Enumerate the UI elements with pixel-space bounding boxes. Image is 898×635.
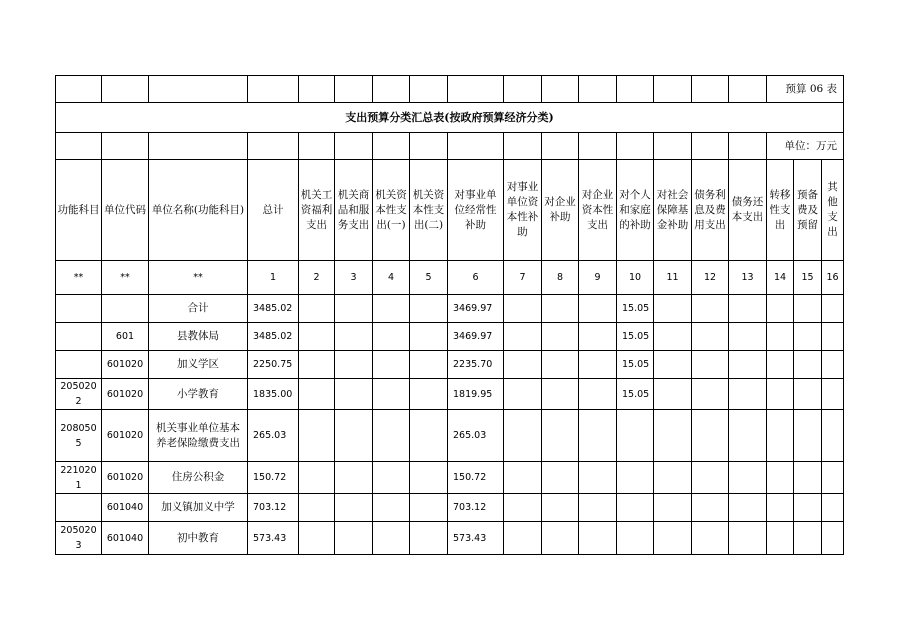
table-row — [56, 295, 844, 323]
table-cell — [410, 410, 448, 462]
index-cell: ** — [102, 261, 149, 295]
table-cell — [579, 494, 617, 522]
table-cell — [692, 410, 729, 462]
table-cell — [822, 494, 844, 522]
table-cell — [692, 494, 729, 522]
table-cell — [822, 323, 844, 351]
table-cell — [373, 410, 410, 462]
table-cell — [299, 462, 335, 494]
table-cell — [299, 522, 335, 555]
unit-code-cell: 601040 — [102, 494, 149, 522]
table-cell — [767, 494, 794, 522]
table-cell — [729, 323, 767, 351]
household-subsidy-cell: 15.05 — [617, 295, 654, 323]
table-cell — [822, 351, 844, 379]
table-cell — [822, 379, 844, 410]
table-cell — [373, 295, 410, 323]
household-subsidy-cell — [617, 462, 654, 494]
table-cell — [373, 379, 410, 410]
institution-subsidy-cell: 3469.97 — [448, 295, 504, 323]
table-cell — [504, 351, 542, 379]
table-cell — [654, 351, 692, 379]
table-cell — [579, 351, 617, 379]
table-cell — [299, 494, 335, 522]
table-cell — [504, 462, 542, 494]
table-cell — [579, 462, 617, 494]
index-cell: 12 — [692, 261, 729, 295]
function-code-cell — [56, 295, 102, 323]
table-row — [56, 323, 844, 351]
table-cell — [767, 351, 794, 379]
table-cell — [335, 410, 373, 462]
table-row — [56, 462, 844, 494]
unit-label: 单位：万元 — [767, 133, 844, 160]
header-cell: 对企业补助 — [542, 160, 579, 261]
index-cell: 5 — [410, 261, 448, 295]
household-subsidy-cell: 15.05 — [617, 351, 654, 379]
function-code-cell — [56, 351, 102, 379]
header-cell: 对个人和家庭的补助 — [617, 160, 654, 261]
index-cell: 10 — [617, 261, 654, 295]
index-cell: 6 — [448, 261, 504, 295]
table-cell — [794, 351, 822, 379]
table-cell — [410, 379, 448, 410]
unit-code-cell: 601020 — [102, 410, 149, 462]
index-cell: 1 — [248, 261, 299, 295]
table-cell — [794, 379, 822, 410]
table-cell — [692, 351, 729, 379]
table-cell — [692, 522, 729, 555]
unit-name-cell: 住房公积金 — [149, 462, 248, 494]
table-row — [56, 351, 844, 379]
table-cell — [654, 410, 692, 462]
index-row — [56, 261, 844, 295]
table-cell — [729, 295, 767, 323]
household-subsidy-cell — [617, 410, 654, 462]
budget-summary-table — [55, 75, 844, 555]
table-number-row — [56, 76, 844, 103]
table-cell — [654, 379, 692, 410]
index-cell: 4 — [373, 261, 410, 295]
table-cell — [335, 494, 373, 522]
table-cell — [767, 323, 794, 351]
table-cell — [794, 522, 822, 555]
total-cell: 3485.02 — [248, 295, 299, 323]
table-cell — [692, 295, 729, 323]
table-title: 支出预算分类汇总表(按政府预算经济分类) — [56, 103, 844, 133]
table-cell — [410, 295, 448, 323]
table-cell — [767, 522, 794, 555]
table-cell — [654, 494, 692, 522]
table-cell — [729, 379, 767, 410]
table-cell — [504, 323, 542, 351]
title-row — [56, 103, 844, 133]
function-code-cell: 2080505 — [56, 410, 102, 462]
unit-name-cell: 合计 — [149, 295, 248, 323]
index-cell: 8 — [542, 261, 579, 295]
table-cell — [654, 323, 692, 351]
header-cell: 对事业单位资本性补助 — [504, 160, 542, 261]
header-cell: 对事业单位经常性补助 — [448, 160, 504, 261]
unit-code-cell: 601 — [102, 323, 149, 351]
table-number: 预算 06 表 — [767, 76, 844, 103]
header-cell: 对社会保障基金补助 — [654, 160, 692, 261]
table-cell — [692, 379, 729, 410]
household-subsidy-cell — [617, 522, 654, 555]
function-code-cell — [56, 494, 102, 522]
table-cell — [654, 462, 692, 494]
table-cell — [729, 494, 767, 522]
unit-code-cell: 601040 — [102, 522, 149, 555]
table-cell — [410, 462, 448, 494]
index-cell: 14 — [767, 261, 794, 295]
function-code-cell: 2050202 — [56, 379, 102, 410]
table-cell — [410, 522, 448, 555]
institution-subsidy-cell: 573.43 — [448, 522, 504, 555]
table-cell — [794, 410, 822, 462]
header-cell: 其他支出 — [822, 160, 844, 261]
table-cell — [542, 323, 579, 351]
table-cell — [335, 462, 373, 494]
index-cell: ** — [149, 261, 248, 295]
table-cell — [373, 522, 410, 555]
household-subsidy-cell: 15.05 — [617, 323, 654, 351]
function-code-cell: 2210201 — [56, 462, 102, 494]
header-cell: 机关商品和服务支出 — [335, 160, 373, 261]
table-row — [56, 410, 844, 462]
unit-code-cell — [102, 295, 149, 323]
table-cell — [542, 494, 579, 522]
index-cell: 9 — [579, 261, 617, 295]
table-cell — [822, 410, 844, 462]
unit-name-cell: 小学教育 — [149, 379, 248, 410]
table-cell — [299, 323, 335, 351]
total-cell: 573.43 — [248, 522, 299, 555]
header-cell: 债务利息及费用支出 — [692, 160, 729, 261]
index-cell: 3 — [335, 261, 373, 295]
table-cell — [692, 323, 729, 351]
table-cell — [504, 295, 542, 323]
household-subsidy-cell: 15.05 — [617, 379, 654, 410]
table-cell — [767, 379, 794, 410]
table-row — [56, 379, 844, 410]
index-cell: 16 — [822, 261, 844, 295]
table-cell — [654, 522, 692, 555]
index-cell: 15 — [794, 261, 822, 295]
institution-subsidy-cell: 1819.95 — [448, 379, 504, 410]
table-cell — [504, 410, 542, 462]
table-cell — [579, 323, 617, 351]
table-cell — [373, 323, 410, 351]
table-cell — [335, 351, 373, 379]
table-cell — [542, 522, 579, 555]
table-cell — [299, 410, 335, 462]
total-cell: 703.12 — [248, 494, 299, 522]
table-cell — [767, 295, 794, 323]
table-row — [56, 494, 844, 522]
function-code-cell — [56, 323, 102, 351]
unit-code-cell: 601020 — [102, 379, 149, 410]
unit-code-cell: 601020 — [102, 462, 149, 494]
header-cell: 预备费及预留 — [794, 160, 822, 261]
header-cell: 债务还本支出 — [729, 160, 767, 261]
institution-subsidy-cell: 150.72 — [448, 462, 504, 494]
table-cell — [794, 462, 822, 494]
table-cell — [373, 351, 410, 379]
unit-name-cell: 县教体局 — [149, 323, 248, 351]
table-cell — [654, 295, 692, 323]
table-cell — [767, 410, 794, 462]
unit-code-cell: 601020 — [102, 351, 149, 379]
header-cell: 单位代码 — [102, 160, 149, 261]
table-cell — [373, 462, 410, 494]
table-cell — [822, 462, 844, 494]
table-cell — [299, 351, 335, 379]
unit-row — [56, 133, 844, 160]
institution-subsidy-cell: 703.12 — [448, 494, 504, 522]
table-cell — [335, 522, 373, 555]
table-cell — [542, 462, 579, 494]
table-cell — [335, 379, 373, 410]
table-cell — [542, 295, 579, 323]
index-cell: ** — [56, 261, 102, 295]
header-cell: 单位名称(功能科目) — [149, 160, 248, 261]
header-cell: 机关工资福利支出 — [299, 160, 335, 261]
institution-subsidy-cell: 3469.97 — [448, 323, 504, 351]
header-cell: 总计 — [248, 160, 299, 261]
table-cell — [822, 522, 844, 555]
table-cell — [729, 410, 767, 462]
table-cell — [729, 522, 767, 555]
table-cell — [335, 295, 373, 323]
table-cell — [767, 462, 794, 494]
table-cell — [335, 323, 373, 351]
total-cell: 3485.02 — [248, 323, 299, 351]
table-cell — [579, 295, 617, 323]
index-cell: 2 — [299, 261, 335, 295]
total-cell: 1835.00 — [248, 379, 299, 410]
unit-name-cell: 初中教育 — [149, 522, 248, 555]
header-cell: 对企业资本性支出 — [579, 160, 617, 261]
total-cell: 150.72 — [248, 462, 299, 494]
unit-name-cell: 加义镇加义中学 — [149, 494, 248, 522]
index-cell: 7 — [504, 261, 542, 295]
table-cell — [542, 379, 579, 410]
table-cell — [579, 410, 617, 462]
index-cell: 11 — [654, 261, 692, 295]
table-cell — [410, 351, 448, 379]
table-cell — [794, 323, 822, 351]
unit-name-cell: 加义学区 — [149, 351, 248, 379]
function-code-cell: 2050203 — [56, 522, 102, 555]
table-cell — [794, 295, 822, 323]
household-subsidy-cell — [617, 494, 654, 522]
index-cell: 13 — [729, 261, 767, 295]
table-cell — [822, 295, 844, 323]
table-cell — [542, 410, 579, 462]
table-cell — [579, 379, 617, 410]
header-cell: 机关资本性支出(一) — [373, 160, 410, 261]
institution-subsidy-cell: 2235.70 — [448, 351, 504, 379]
institution-subsidy-cell: 265.03 — [448, 410, 504, 462]
total-cell: 265.03 — [248, 410, 299, 462]
header-cell: 转移性支出 — [767, 160, 794, 261]
data-rows — [56, 295, 844, 555]
header-cell: 机关资本性支出(二) — [410, 160, 448, 261]
table-cell — [504, 379, 542, 410]
table-cell — [794, 494, 822, 522]
table-cell — [373, 494, 410, 522]
table-cell — [504, 522, 542, 555]
total-cell: 2250.75 — [248, 351, 299, 379]
table-cell — [542, 351, 579, 379]
header-row — [56, 160, 844, 261]
table-cell — [579, 522, 617, 555]
unit-name-cell: 机关事业单位基本养老保险缴费支出 — [149, 410, 248, 462]
table-cell — [692, 462, 729, 494]
table-cell — [729, 351, 767, 379]
header-cell: 功能科目 — [56, 160, 102, 261]
table-row — [56, 522, 844, 555]
table-cell — [729, 462, 767, 494]
table-cell — [299, 295, 335, 323]
table-cell — [299, 379, 335, 410]
table-cell — [410, 323, 448, 351]
table-cell — [504, 494, 542, 522]
table-cell — [410, 494, 448, 522]
